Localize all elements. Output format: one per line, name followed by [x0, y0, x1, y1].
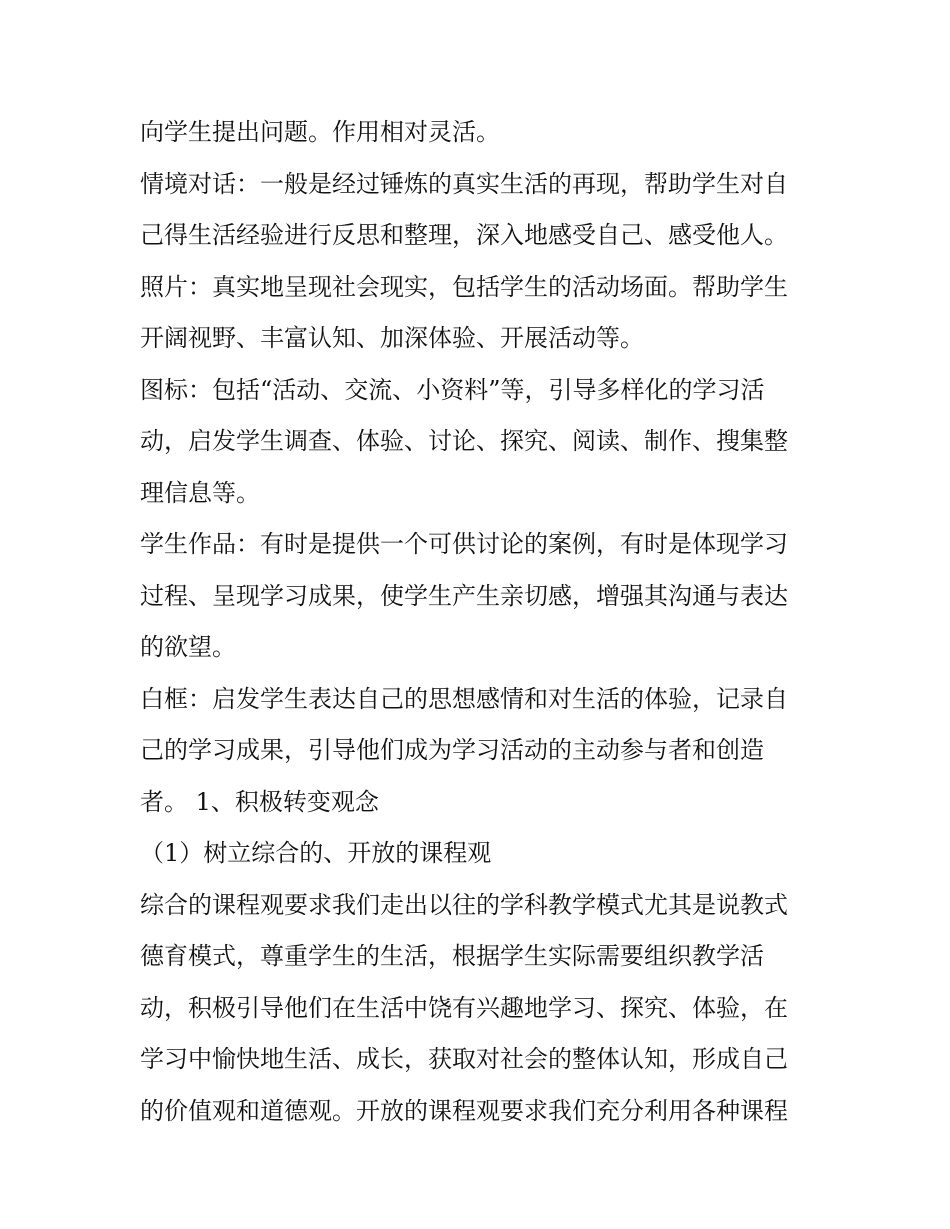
- text-line: 动，启发学生调查、体验、讨论、探究、阅读、制作、搜集整: [140, 427, 788, 455]
- text-line: 动，积极引导他们在生活中饶有兴趣地学习、探究、体验，在: [140, 993, 788, 1022]
- text-line: 者。 1、积极转变观念: [140, 787, 379, 816]
- text-line: 图标：包括“活动、交流、小资料”等，引导多样化的学习活: [140, 375, 765, 404]
- text-line: 的价值观和道德观。开放的课程观要求我们充分利用各种课程: [140, 1096, 788, 1125]
- text-line: 己得生活经验进行反思和整理，深入地感受自己、感受他人。: [140, 221, 788, 249]
- text-line: 学习中愉快地生活、成长，获取对社会的整体认知，形成自己: [140, 1045, 788, 1073]
- text-line: 照片：真实地呈现社会现实，包括学生的活动场面。帮助学生: [140, 272, 788, 301]
- text-line: 白框：启发学生表达自己的思想感情和对生活的体验，记录自: [140, 684, 788, 713]
- text-line: 的欲望。: [140, 633, 236, 661]
- text-line: 过程、呈现学习成果，使学生产生亲切感，增强其沟通与表达: [140, 581, 788, 610]
- text-line: 向学生提出问题。作用相对灵活。: [140, 118, 500, 146]
- text-line: 综合的课程观要求我们走出以往的学科教学模式尤其是说教式: [140, 890, 788, 919]
- text-line: 己的学习成果，引导他们成为学习活动的主动参与者和创造: [140, 736, 764, 764]
- text-line: 开阔视野、丰富认知、加深体验、开展活动等。: [140, 324, 644, 352]
- text-line: 德育模式，尊重学生的生活，根据学生实际需要组织教学活: [140, 942, 764, 970]
- section-heading: （1）树立综合的、开放的课程观: [140, 839, 492, 867]
- text-line: 情境对话：一般是经过锤炼的真实生活的再现，帮助学生对自: [140, 169, 788, 198]
- text-line: 学生作品：有时是提供一个可供讨论的案例，有时是体现学习: [140, 530, 788, 558]
- text-line: 理信息等。: [140, 478, 260, 507]
- document-body: [140, 107, 820, 1137]
